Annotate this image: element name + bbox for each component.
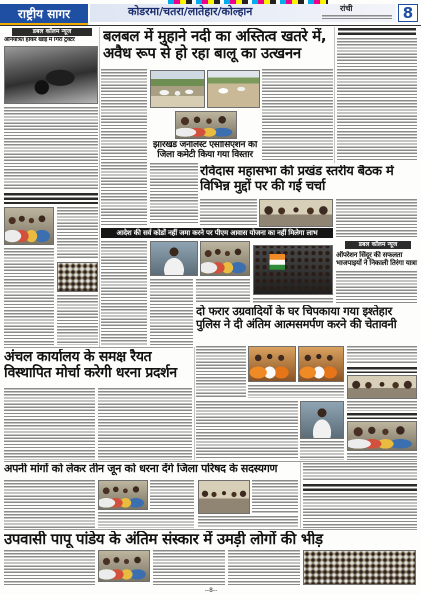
photo-awas-official <box>150 241 198 276</box>
headline-river-sand-mining: बलबल में मुहाने नदी का अस्तित्व खतरे में, अवैध रूप से हो रहा बालू का उत्खनन <box>103 28 327 62</box>
headline-ishtehar-warning: दो फरार उग्रवादियों के घर चिपकाया गया इश्तेहार पुलिस ने दी अंतिम आत्मसमर्पण करने की चेतावनी <box>196 305 397 331</box>
photo-funeral-family <box>98 550 150 582</box>
headline-ravidas-mahasabha: रविदास महासभा की प्रखंड स्तरीय बैठक में विभिन्न मुद्दों पर की गई चर्चा <box>200 165 394 194</box>
article-text-left-c <box>57 295 98 345</box>
article-text-left-b <box>4 248 54 345</box>
article-text-ravidas-b <box>336 199 417 237</box>
subheadline-right-bottom <box>303 484 417 491</box>
column-rule-parishad <box>300 462 301 528</box>
edition-band <box>90 4 396 22</box>
photo-ravidas-meeting <box>259 199 333 227</box>
section-rule-funeral <box>4 529 417 530</box>
photo-journalist-association <box>175 111 237 139</box>
article-text-tractor <box>4 107 98 190</box>
photo-ishtehar-house <box>298 346 344 382</box>
column-rule-right <box>334 27 335 163</box>
article-text-funeral-a <box>4 550 95 585</box>
article-text-parishad-d <box>198 516 298 528</box>
headline-operation-sindoor: ऑपरेशन सिंदूर की सफलता भाजपाइयों ने निकाली तिरंगा यात्रा <box>336 251 417 268</box>
article-text-right-mid <box>347 346 417 364</box>
photo-parishad-members <box>98 480 148 510</box>
subheadline-right-mid <box>347 367 417 373</box>
article-text-parishad-b <box>98 512 194 528</box>
photo-sand-extraction <box>207 70 260 108</box>
headline-funeral-crowd: उपवासी पापू पांडेय के अंतिम संस्कार में उमड़ी लोगों की भीड़ <box>4 531 323 548</box>
section-rule-parishad <box>4 461 417 462</box>
article-text-river-b <box>262 69 333 161</box>
article-text-funeral-c <box>228 550 300 585</box>
photo-villagers-group <box>4 207 54 245</box>
article-text-awas-d <box>253 298 333 303</box>
photo-funeral-crowd <box>303 550 416 585</box>
article-text-funeral-b <box>153 550 225 585</box>
article-text-right-lower-b <box>347 453 417 460</box>
photo-awareness-camp <box>347 375 417 399</box>
photo-tiranga-yatra <box>253 245 333 295</box>
article-text-awas-c <box>196 279 250 302</box>
photo-mid-lower-person <box>300 401 344 439</box>
article-text-parishad-a <box>4 480 95 528</box>
edition-name: कोडरमा/चतरा/लातेहार/कोल्हान <box>128 5 253 18</box>
article-text-right-bottom-a <box>303 463 417 481</box>
masthead-rule <box>0 25 421 26</box>
photo-tractor-accident <box>4 46 98 104</box>
article-text-parishad-c <box>150 480 194 510</box>
masthead-title-block <box>0 4 88 25</box>
article-text-sindoor <box>336 271 417 303</box>
city-name: रांची <box>340 4 353 13</box>
photo-right-lower-group <box>347 421 417 451</box>
article-text-ishtehar-a <box>196 346 246 398</box>
photo-villagers-crowd <box>57 262 98 292</box>
page-marker: --8-- <box>204 587 218 594</box>
article-text-right-lower-a <box>347 401 417 411</box>
dateline <box>322 15 392 19</box>
section-rule-anchal <box>4 347 193 348</box>
photo-ishtehar-police <box>248 346 296 382</box>
article-text-awas-b <box>150 279 193 345</box>
article-text-river-a <box>101 69 147 225</box>
subheadline-right-top <box>338 28 416 35</box>
article-text-mid-lower <box>196 401 298 460</box>
page-number: 8 <box>398 4 418 22</box>
photo-parishad-meeting <box>198 480 250 514</box>
headline-pm-awas-bar: आदेश की सर्व कोडों नहीं जमा करने पर पीएम आवास योजना का नहीं मिलेगा लाभ <box>101 228 333 238</box>
double-column-label-right: डबल कॉलम न्यूज <box>345 241 411 249</box>
article-text-right-bottom-b <box>303 493 417 528</box>
article-text-right-top <box>337 38 417 161</box>
article-text-anchal-a <box>4 388 95 460</box>
photo-awas-beneficiaries <box>200 241 250 276</box>
double-column-label: डबल कॉलम न्यूज <box>12 28 92 36</box>
headline-zila-parishad-dharna: अपनी मांगों को लेकर तीन जून को धरना देंगे जिला परिषद के सदस्यगण <box>4 463 278 475</box>
subheadline-left <box>4 193 98 204</box>
article-text-anchal-b <box>98 388 192 460</box>
masthead-title: राष्ट्रीय सागर <box>17 7 71 21</box>
caption-mid-lower <box>300 441 344 460</box>
article-text-left-a <box>57 207 98 259</box>
article-text-journalist <box>150 163 198 225</box>
headline-journalist-association: झारखंड जर्नलिस्ट एसोसिएशन की जिला कमेटी किया गया विस्तार <box>153 141 257 160</box>
article-text-ravidas-a <box>200 199 257 226</box>
article-text-parishad-e <box>252 480 298 514</box>
headline-anchal-dharna: अंचल कार्यालय के समक्ष रैयत विस्थापित मोर्चा करेगी धरना प्रदर्शन <box>4 349 177 382</box>
column-rule-anchal <box>194 347 195 460</box>
column-rule-left <box>99 27 100 347</box>
subheadline-right-lower <box>347 413 417 419</box>
article-text-ishtehar-b <box>248 385 344 398</box>
photo-river-bed <box>150 70 205 108</box>
headline-tractor: अनियंत्रित होकर खाई में गिरा ट्रैक्टर <box>4 37 75 43</box>
article-text-awas-a <box>101 241 147 345</box>
